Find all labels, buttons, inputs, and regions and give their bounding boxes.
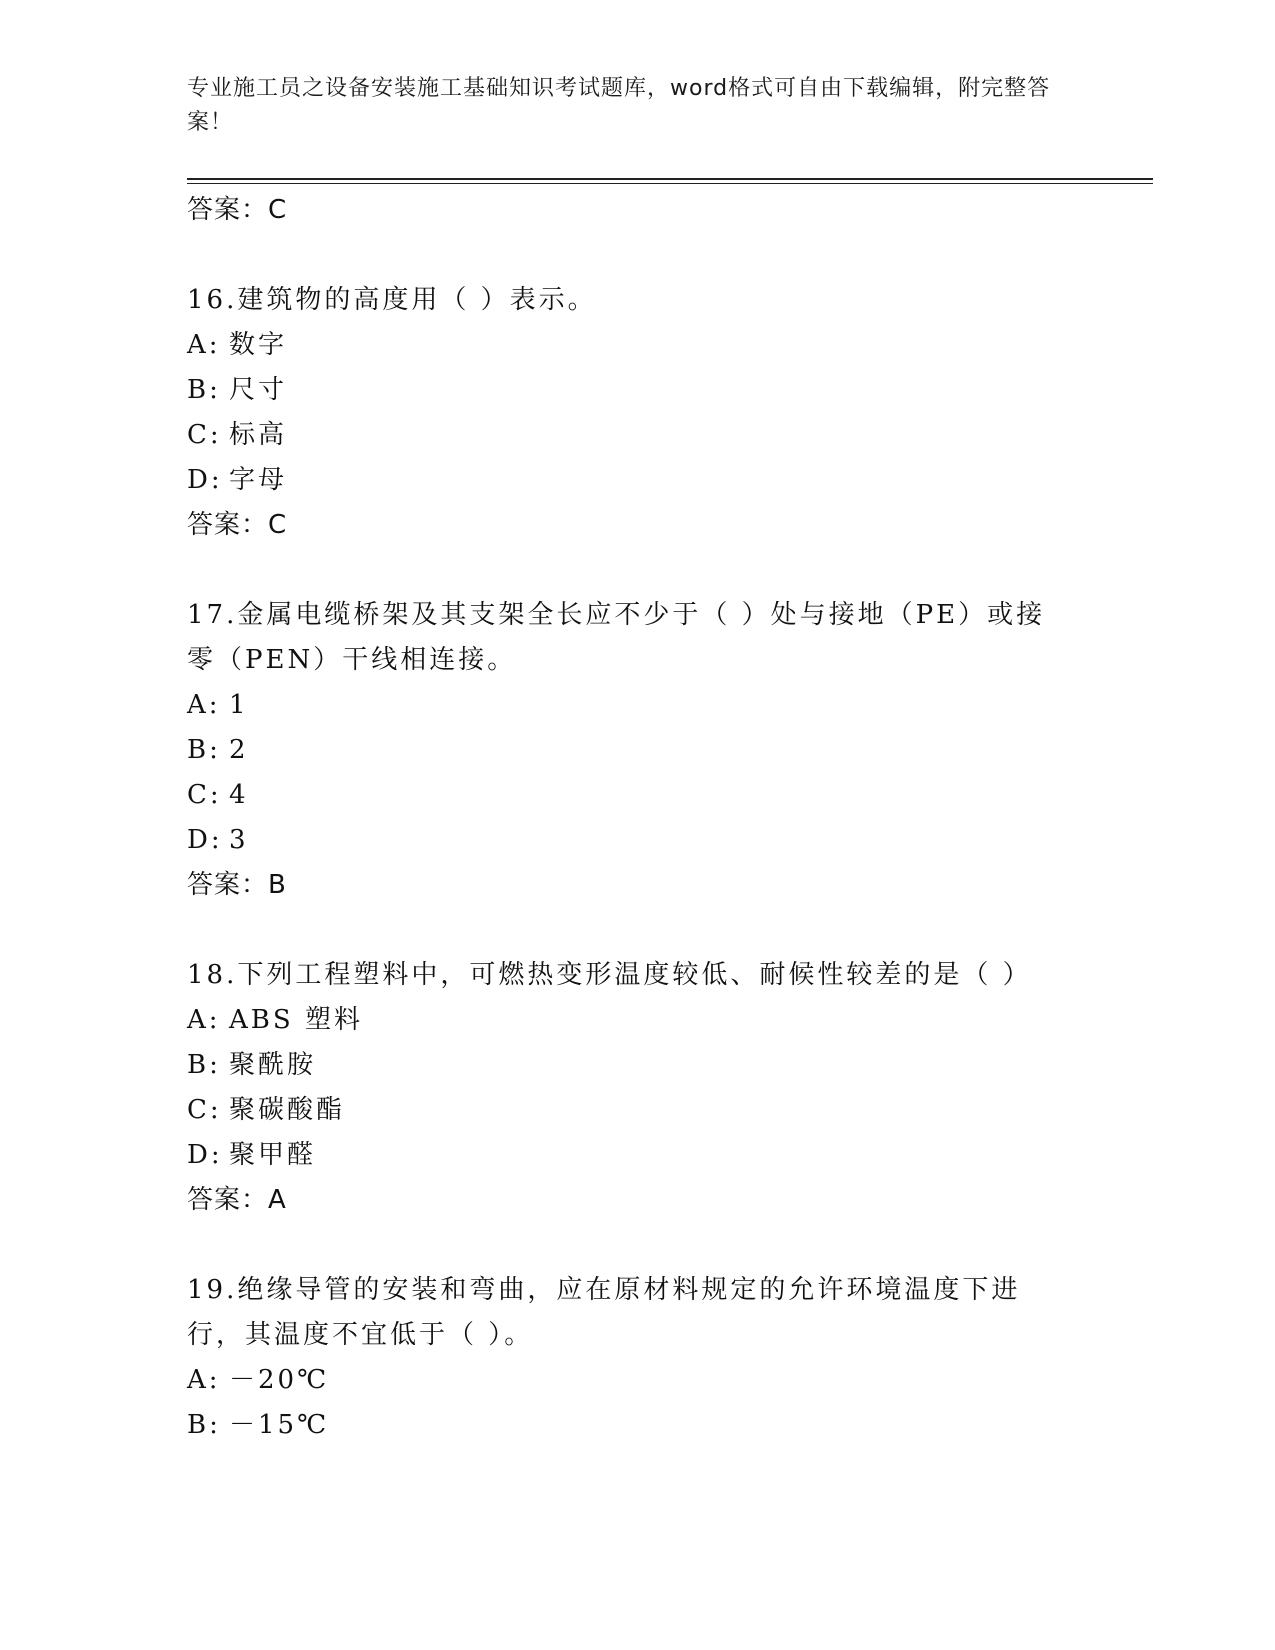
- header-rule-thick: [187, 178, 1153, 180]
- option-text: ABS 塑料: [229, 1005, 363, 1035]
- option-item: [187, 1403, 1087, 1448]
- option-text: 3: [229, 825, 249, 855]
- option-item: [187, 1088, 1087, 1133]
- answer-value: C: [268, 510, 288, 540]
- question-stem: 金属电缆桥架及其支架全长应不少于（ ）处与接地（PE）或接零（PEN）干线相连接。: [187, 600, 1046, 675]
- question-text: [187, 953, 1067, 998]
- option-item: [187, 1133, 1087, 1178]
- option-text: 聚碳酸酯: [229, 1095, 346, 1125]
- header-rule-thin: [187, 183, 1153, 184]
- option-letter: B:: [187, 375, 221, 405]
- option-letter: B:: [187, 1410, 221, 1440]
- question-text: [187, 1268, 1067, 1358]
- question-number: 16.: [187, 285, 238, 315]
- question-stem: 绝缘导管的安装和弯曲，应在原材料规定的允许环境温度下进行，其温度不宜低于（ ）。: [187, 1275, 1021, 1350]
- option-item: [187, 368, 1087, 413]
- option-letter: A:: [187, 1365, 221, 1395]
- question-number: 19.: [187, 1275, 238, 1305]
- option-letter: D:: [187, 1140, 223, 1170]
- option-item: [187, 458, 1087, 503]
- option-letter: D:: [187, 825, 223, 855]
- option-text: 字母: [229, 465, 288, 495]
- question-block: [187, 593, 1087, 908]
- option-letter: B:: [187, 1050, 221, 1080]
- question-stem: 建筑物的高度用（ ）表示。: [237, 285, 597, 315]
- answer-line: [187, 1178, 1087, 1223]
- question-number: 18.: [187, 960, 238, 990]
- option-text: －20℃: [229, 1365, 330, 1395]
- answer-line: [187, 503, 1087, 548]
- option-text: 数字: [229, 330, 288, 360]
- option-item: [187, 1358, 1087, 1403]
- option-letter: A:: [187, 330, 221, 360]
- option-letter: D:: [187, 465, 223, 495]
- option-item: [187, 413, 1087, 458]
- answer-prefix: 答案：: [187, 195, 269, 225]
- answer-prefix: 答案：: [187, 870, 269, 900]
- question-text: [187, 593, 1067, 683]
- answer-prefix: 答案：: [187, 510, 269, 540]
- option-item: [187, 773, 1087, 818]
- option-text: 1: [229, 690, 249, 720]
- option-text: 尺寸: [229, 375, 288, 405]
- answer-line: [187, 188, 1087, 233]
- option-text: 标高: [229, 420, 288, 450]
- question-text: [187, 278, 1067, 323]
- option-text: 聚甲醛: [229, 1140, 317, 1170]
- question-block: [187, 953, 1087, 1223]
- question-list: [187, 188, 1087, 1448]
- answer-value: C: [268, 195, 288, 225]
- question-block: [187, 278, 1087, 548]
- option-text: 4: [229, 780, 249, 810]
- questions-container: [187, 278, 1087, 1448]
- document-header: 专业施工员之设备安装施工基础知识考试题库，word格式可自由下载编辑，附完整答案！: [187, 76, 1051, 135]
- option-item: [187, 683, 1087, 728]
- option-item: [187, 998, 1087, 1043]
- option-text: 聚酰胺: [229, 1050, 317, 1080]
- answer-value: A: [268, 1185, 287, 1215]
- answer-line: [187, 863, 1087, 908]
- option-letter: A:: [187, 1005, 221, 1035]
- option-letter: A:: [187, 690, 221, 720]
- option-item: [187, 1043, 1087, 1088]
- option-item: [187, 728, 1087, 773]
- option-item: [187, 323, 1087, 368]
- option-text: －15℃: [229, 1410, 330, 1440]
- option-letter: C:: [187, 1095, 222, 1125]
- answer-value: B: [268, 870, 287, 900]
- question-stem: 下列工程塑料中，可燃热变形温度较低、耐候性较差的是（ ）: [237, 960, 1032, 990]
- question-number: 17.: [187, 600, 238, 630]
- option-item: [187, 818, 1087, 863]
- option-letter: C:: [187, 420, 222, 450]
- option-letter: C:: [187, 780, 222, 810]
- option-text: 2: [229, 735, 249, 765]
- question-block: [187, 1268, 1087, 1448]
- answer-prefix: 答案：: [187, 1185, 269, 1215]
- option-letter: B:: [187, 735, 221, 765]
